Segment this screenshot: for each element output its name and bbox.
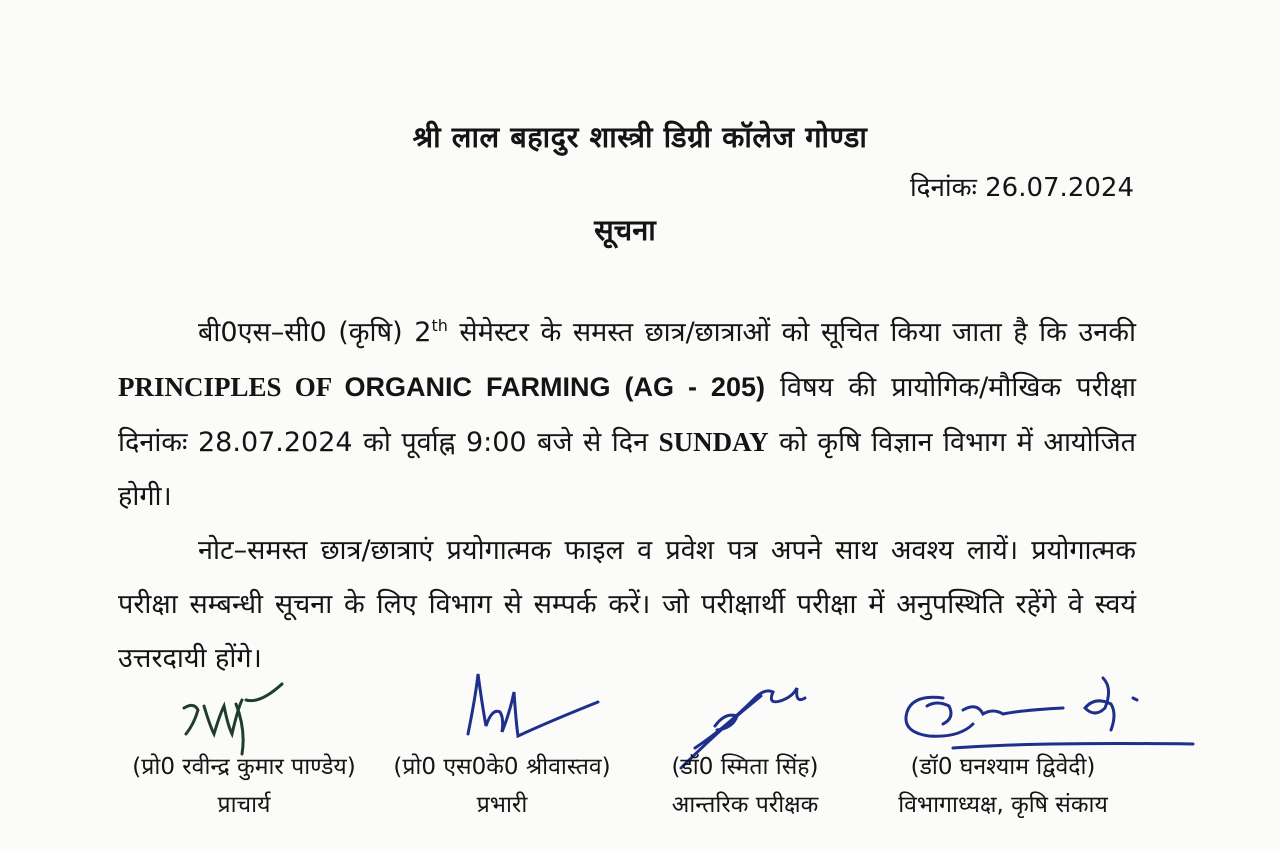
signatory-name: (प्रो0 एस0के0 श्रीवास्तव) (393, 754, 611, 780)
signatory-incharge (386, 748, 618, 824)
text-segment: को कृषि विज्ञान विभाग में आयोजित होगी। (118, 427, 1137, 512)
handwritten-signature-icon (456, 664, 606, 754)
signatory-role: आन्तरिक परीक्षक (671, 792, 819, 818)
text-segment: विषय की प्रायोगिक/मौखिक परीक्षा दिनांकः 28.07.2024 को पूर्वाह्न 9:00 बजे से दिन (118, 372, 1136, 458)
notice-paragraph-note: नोट–समस्त छात्र/छात्राएं प्रयोगात्मक फाइल व प्रवेश पत्र अपने साथ अवश्य लायें। प्रयोगात्मक परीक्षा सम्बन्धी सूचना के लिए विभाग से सम्पर्क करें। जो परीक्षार्थी परीक्षा में अनुपस्थिति रहेंगे वे स्वयं उत्तरदायी होंगे। (118, 535, 1136, 674)
signatory-name: (डॉ0 स्मिता सिंह) (671, 754, 819, 780)
text-segment: सेमेस्टर के समस्त छात्र/छात्राओं को सूचित किया जाता है कि उनकी (447, 317, 1136, 348)
signatory-name: (डॉ0 घनश्याम द्विवेदी) (910, 754, 1096, 780)
signatory-role: विभागाध्यक्ष, कृषि संकाय (898, 792, 1108, 818)
signatory-head-of-department (883, 748, 1123, 824)
text-segment: बी0एस–सी0 (कृषि) 2 (198, 317, 432, 348)
signatory-principal (114, 748, 374, 824)
notice-title: सूचना (594, 213, 656, 247)
exam-day: SUNDAY (658, 427, 769, 457)
signature-area (0, 660, 1280, 850)
signatory-role: प्राचार्य (217, 792, 271, 818)
notice-date: दिनांकः 26.07.2024 (909, 173, 1134, 203)
college-name: श्री लाल बहादुर शास्त्री डिग्री कॉलेज गोण्डा (412, 120, 868, 154)
superscript: th (431, 316, 448, 335)
notice-paragraph-main (118, 306, 1136, 524)
subject-name-part: PRINCIPLES OF (118, 372, 345, 402)
subject-name-code: ORGANIC FARMING (AG - 205) (344, 372, 765, 402)
notice-body (118, 306, 1136, 686)
signatory-internal-examiner (655, 748, 835, 824)
signatory-role: प्रभारी (476, 792, 528, 818)
signatory-name: (प्रो0 रवीन्द्र कुमार पाण्डेय) (132, 754, 356, 780)
handwritten-signature-icon (174, 678, 294, 758)
